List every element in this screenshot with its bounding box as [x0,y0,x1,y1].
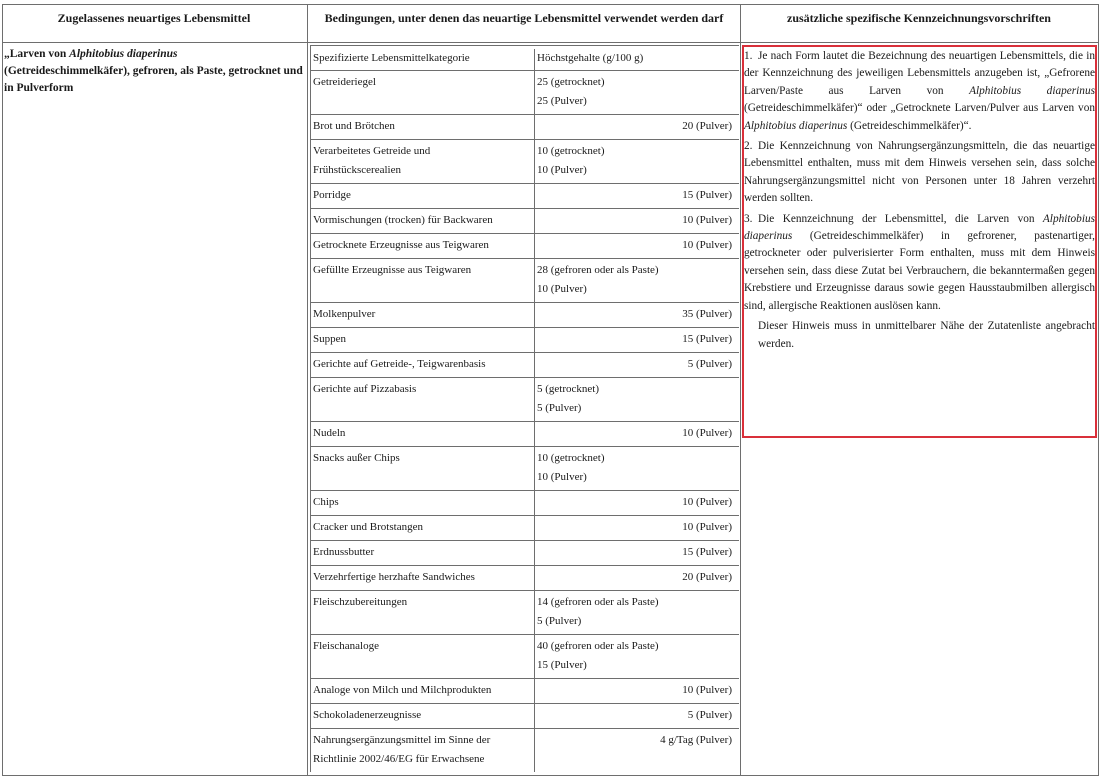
max-level-cell: 15 (Pulver) [682,189,732,201]
table-row-divider [310,183,739,184]
category-cell: Vormischungen (trocken) für Backwaren [313,214,493,226]
table-row-divider [310,139,739,140]
table-row-divider [310,208,739,209]
max-level-cell: 5 (Pulver) [687,358,732,370]
max-level-cell: 10 (Pulver) [682,214,732,226]
max-level-cell: 10 (Pulver) [537,164,587,176]
table-row-divider [310,446,739,447]
table-row-divider [310,515,739,516]
max-level-cell: 10 (getrocknet) [537,145,605,157]
max-level-column-header: Höchstgehalte (g/100 g) [537,52,644,64]
max-level-cell: 40 (gefroren oder als Paste) [537,640,659,652]
category-cell: Snacks außer Chips [313,452,400,464]
table-row-divider [310,302,739,303]
max-level-cell: 25 (Pulver) [537,95,587,107]
inner-table-top [310,45,739,46]
max-level-cell: 28 (gefroren oder als Paste) [537,264,659,276]
max-level-cell: 15 (Pulver) [537,659,587,671]
table-row-divider [310,421,739,422]
food-description: (Getreideschimmelkäfer), gefroren, als Paste, getrocknet und in Pulverform [4,65,303,94]
category-cell: Brot und Brötchen [313,120,395,132]
max-level-cell: 10 (Pulver) [537,471,587,483]
table-row-divider [310,634,739,635]
novel-food-name [4,46,304,97]
category-cell: Porridge [313,189,351,201]
header-bottom-border [2,42,1098,43]
max-level-cell: 10 (Pulver) [682,496,732,508]
max-level-cell: 10 (Pulver) [682,239,732,251]
max-level-cell: 10 (Pulver) [537,283,587,295]
table-bottom-border [2,775,1098,776]
category-column-header: Spezifizierte Lebensmittelkategorie [313,52,470,64]
table-row-divider [310,70,739,71]
header-labelling-requirements: zusätzliche spezifische Kennzeichnungsvorschriften [787,11,1051,25]
category-cell: Chips [313,496,339,508]
table-top-border [2,4,1098,5]
labelling-item-1: 1. Je nach Form lautet die Bezeichnung des neuartigen Lebensmittels, die in der Kennzeichnung des jeweiligen Lebensmittels anzugeben ist, „Gefrorene Larven/Paste aus Larven von Alphitobius diaperinus (Getreideschimmelkäfer)“ oder „Getrocknete Larven/Pulver aus Larven von Alphitobius diaperinus (Getreideschimmelkäfer)“. [744,50,1096,132]
max-level-cell: 10 (Pulver) [682,521,732,533]
column-divider-1 [307,4,308,776]
category-cell: Gefüllte Erzeugnisse aus Teigwaren [313,264,472,276]
category-cell: Gerichte auf Pizzabasis [313,383,417,395]
table-row-divider [310,114,739,115]
table-row-divider [310,678,739,679]
max-level-cell: 5 (Pulver) [687,709,732,721]
category-cell: Analoge von Milch und Milchprodukten [313,684,492,696]
category-cell: Fleischzubereitungen [313,596,408,608]
column-divider-2 [740,4,741,776]
category-cell: Erdnussbutter [313,546,375,558]
inner-table-divider [534,49,535,772]
category-cell: Getrocknete Erzeugnisse aus Teigwaren [313,239,489,251]
labelling-note: Dieser Hinweis muss in unmittelbarer Nähe der Zutatenliste angebracht werden. [758,320,1095,350]
food-species: Alphitobius diaperinus [69,48,178,60]
max-level-cell: 5 (Pulver) [537,402,582,414]
table-row-divider [310,565,739,566]
max-level-cell: 5 (getrocknet) [537,383,599,395]
inner-table-left [310,45,311,772]
category-cell: Frühstückscerealien [313,164,401,176]
table-row-divider [310,490,739,491]
category-cell: Verarbeitetes Getreide und [313,145,431,157]
labelling-item-3: 3. Die Kennzeichnung der Lebensmittel, die Larven von Alphitobius diaperinus (Getreideschimmelkäfer) in gefrorener, pastenartiger, getrockneter oder pulverisierter Form enthalten, muss mit dem Hinweis versehen sein, dass diese Zutat bei Verbrauchern, die bekanntermaßen gegen Krebstiere und Erzeugnisse daraus sowie gegen Hausstaubmilben allergisch sind, allergische Reaktionen auslösen kann. [744,212,1095,312]
max-level-cell: 5 (Pulver) [537,615,582,627]
table-row-divider [310,728,739,729]
labelling-requirements [744,48,1095,356]
category-cell: Nudeln [313,427,346,439]
max-level-cell: 20 (Pulver) [682,571,732,583]
max-level-cell: 10 (Pulver) [682,684,732,696]
category-cell: Cracker und Brotstangen [313,521,423,533]
max-level-cell: 15 (Pulver) [682,546,732,558]
food-prefix: „Larven von [4,48,70,60]
table-row-divider [310,258,739,259]
category-cell: Getreideriegel [313,76,376,88]
table-row-divider [310,540,739,541]
max-level-cell: 10 (Pulver) [682,427,732,439]
category-cell: Fleischanaloge [313,640,379,652]
table-row-divider [310,377,739,378]
max-level-cell: 15 (Pulver) [682,333,732,345]
category-cell: Suppen [313,333,346,345]
labelling-item-2: 2. Die Kennzeichnung von Nahrungsergänzungsmitteln, die das neuartige Lebensmittel enthalten, muss mit dem Hinweis versehen sein, dass solche Nahrungsergänzungsmittel nicht von Personen unter 18 Jahren verzehrt werden sollten. [744,140,1095,205]
category-cell: Molkenpulver [313,308,376,320]
max-level-cell: 4 g/Tag (Pulver) [660,734,732,746]
max-level-cell: 14 (gefroren oder als Paste) [537,596,659,608]
table-row-divider [310,703,739,704]
category-cell: Richtlinie 2002/46/EG für Erwachsene [313,753,485,765]
table-row-divider [310,590,739,591]
max-level-cell: 35 (Pulver) [682,308,732,320]
table-left-border [2,4,3,776]
header-authorised-food: Zugelassenes neuartiges Lebensmittel [57,11,251,25]
table-row-divider [310,327,739,328]
max-level-cell: 10 (getrocknet) [537,452,605,464]
max-level-cell: 20 (Pulver) [682,120,732,132]
category-cell: Verzehrfertige herzhafte Sandwiches [313,571,475,583]
header-conditions-of-use: Bedingungen, unter denen das neuartige Lebensmittel verwendet werden darf [324,11,724,25]
max-level-cell: 25 (getrocknet) [537,76,605,88]
table-row-divider [310,233,739,234]
table-right-border [1098,4,1099,776]
category-cell: Schokoladenerzeugnisse [313,709,422,721]
category-cell: Nahrungsergänzungsmittel im Sinne der [313,734,491,746]
category-cell: Gerichte auf Getreide-, Teigwarenbasis [313,358,486,370]
table-row-divider [310,352,739,353]
